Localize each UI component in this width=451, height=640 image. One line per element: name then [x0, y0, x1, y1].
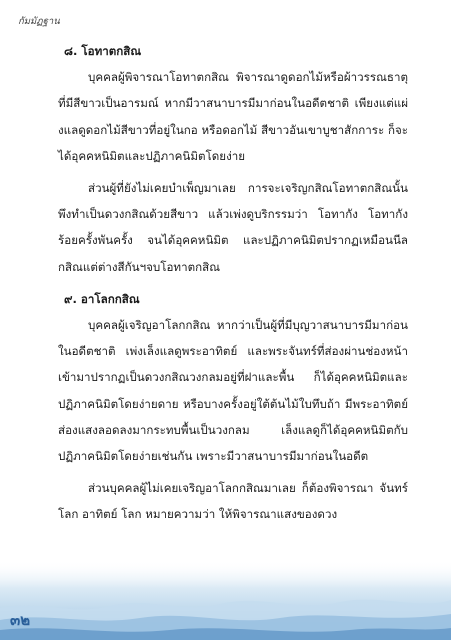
water-decoration	[0, 560, 451, 640]
body-text	[58, 38, 408, 528]
paragraph: ส่วนผู้ที่ยังไม่เคยบำเพ็ญมาเลย การจะเจริญกสิณโอทาตกสิณนั้น พึงทำเป็นดวงกสิณด้วยสีขาว แล้วเพ่งดูบริกรรมว่า โอทากัง โอทากัง ร้อยครั้งพันครั้ง จนได้อุคคหนิมิต และปฏิภาคนิมิตปรากฏเหมือนนีลกสิณแต่ต่างสีกันฯจบโอทาตกสิณ	[58, 181, 408, 274]
section-heading-odata: ๘. โอทาตกสิณ	[64, 44, 142, 58]
paragraph: ส่วนบุคคลผู้ไม่เคยเจริญอาโลกกสิณมาเลย ก็ต้องพิจารณา จันทร์ โลก อาทิตย์ โลก หมายความว่า ให้พิจารณาแสงของดวง	[58, 481, 408, 522]
section-heading-aloka: ๙. อาโลกกสิณ	[64, 291, 140, 306]
running-title: กัมมัฏฐาน	[18, 16, 60, 27]
page-number: ๓๒	[10, 611, 31, 629]
paragraph: บุคคลผู้เจริญอาโลกกสิณ หากว่าเป็นผู้ที่มีบุญวาสนาบารมีมาก่อนในอดีตชาติ เพ่งเล็งแลดูพระอาทิตย์ และพระจันทร์ที่ส่องผ่านช่องหน้า เข้ามาปรากฏเป็นดวงกสิณวงกลมอยู่ที่ฝาและพื้น ก็ได้อุคคหนิมิตและปฏิภาคนิมิตโดยง่ายดาย หรือบางครั้งอยู่ใต้ต้นไม้ใบทึบถ้า มีพระอาทิตย์ส่องแสงลอดลงมากระทบพื้นเป็นวงกลม เล็งแลดูก็ได้อุคคหนิมิตกับปฏิภาคนิมิตโดยง่ายเช่นกัน เพราะมีวาสนาบารมีมาก่อนในอดีต	[58, 318, 408, 464]
paragraph: บุคคลผู้พิจารณาโอทาตกสิณ พิจารณาดูดอกไม้หรือผ้าวรรณธาตุที่มีสีขาวเป็นอารมณ์ หากมีวาสนาบารมีมาก่อนในอดีตชาติ เพียงแต่แผ่งแลดูดอกไม้สีขาวที่อยู่ในกอ หรือดอกไม้ สีขาวอันเขาบูชาสักการะ ก็จะได้อุคคหนิมิตและปฏิภาคนิมิตโดยง่าย	[58, 70, 408, 163]
